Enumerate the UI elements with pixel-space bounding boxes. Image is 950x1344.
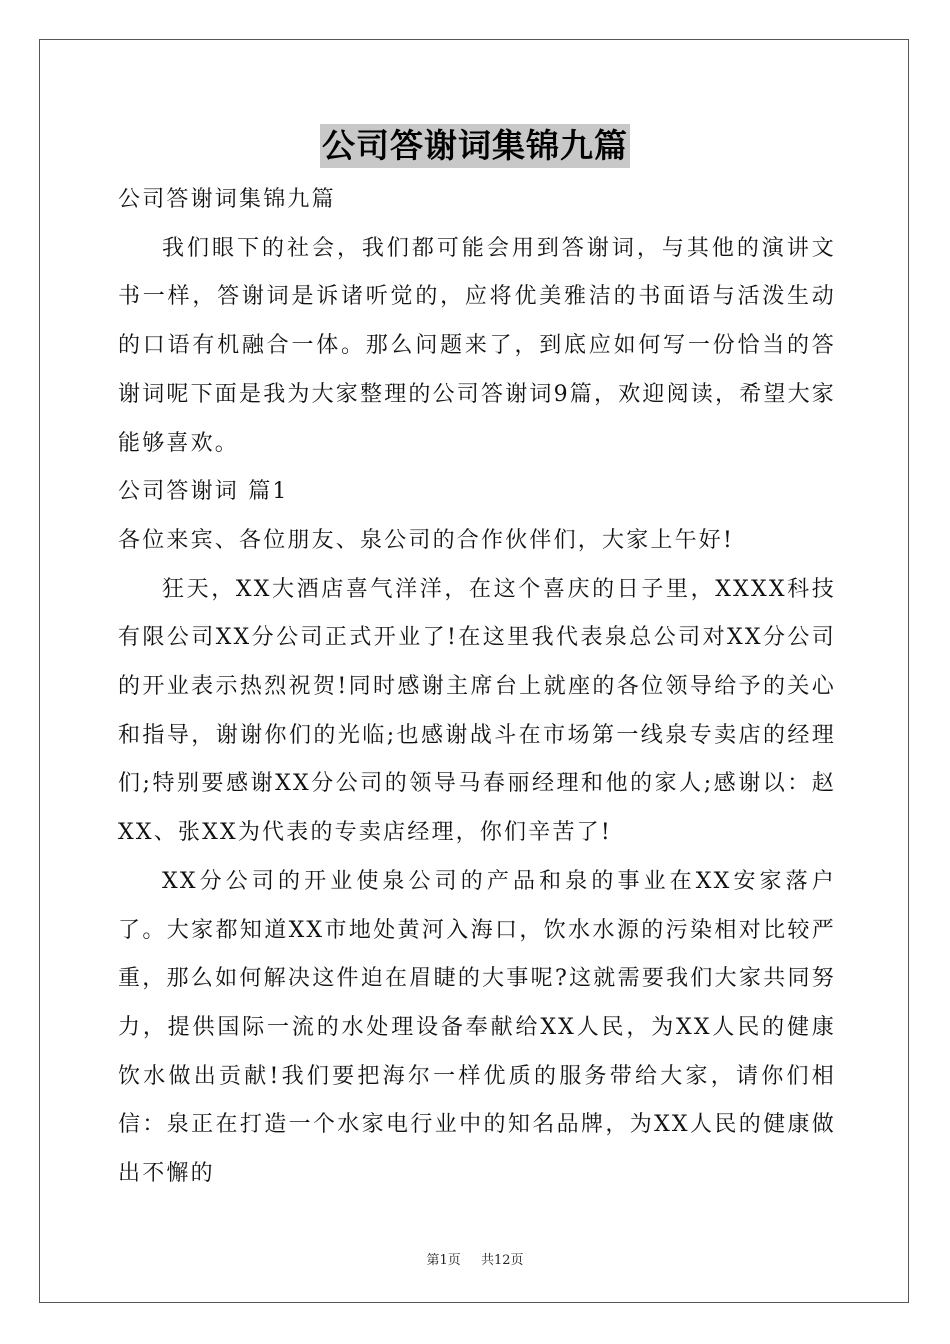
page-total: 共12页: [480, 1253, 524, 1268]
body-paragraph: 狂天，XX大酒店喜气洋洋，在这个喜庆的日子里，XXXX科技有限公司XX分公司正式开业了!在这里我代表泉总公司对XX分公司的开业表示热烈祝贺!同时感谢主席台上就座的各位领导给予的关心和指导，谢谢你们的光临;也感谢战斗在市场第一线泉专卖店的经理们;特别要感谢XX分公司的领导马春丽经理和他的家人;感谢以：赵XX、张XX为代表的专卖店经理，你们辛苦了!: [118, 576, 836, 846]
greeting-line: 各位来宾、各位朋友、泉公司的合作伙伴们，大家上午好!: [118, 527, 735, 553]
document-title: 公司答谢词集锦九篇: [320, 124, 630, 168]
page-number: 第1页: [426, 1253, 461, 1268]
page-footer: [0, 1252, 950, 1270]
section-heading: 公司答谢词 篇1: [118, 479, 289, 505]
title-container: [0, 124, 950, 168]
body-paragraph: XX分公司的开业使泉公司的产品和泉的事业在XX安家落户了。大家都知道XX市地处黄河入海口，饮水水源的污染相对比较严重，那么如何解决这件迫在眉睫的大事呢?这就需要我们大家共同努力，提供国际一流的水处理设备奉献给XX人民，为XX人民的健康饮水做出贡献!我们要把海尔一样优质的服务带给大家，请你们相信：泉正在打造一个水家电行业中的知名品牌，为XX人民的健康做出不懈的: [118, 868, 836, 1187]
subtitle-line: 公司答谢词集锦九篇: [118, 187, 336, 212]
document-body: [118, 176, 836, 1199]
intro-paragraph: 我们眼下的社会，我们都可能会用到答谢词，与其他的演讲文书一样，答谢词是诉诸听觉的，应将优美雅洁的书面语与活泼生动的口语有机融合一体。那么问题来了，到底应如何写一份恰当的答谢词呢下面是我为大家整理的公司答谢词9篇，欢迎阅读，希望大家能够喜欢。: [118, 235, 836, 456]
